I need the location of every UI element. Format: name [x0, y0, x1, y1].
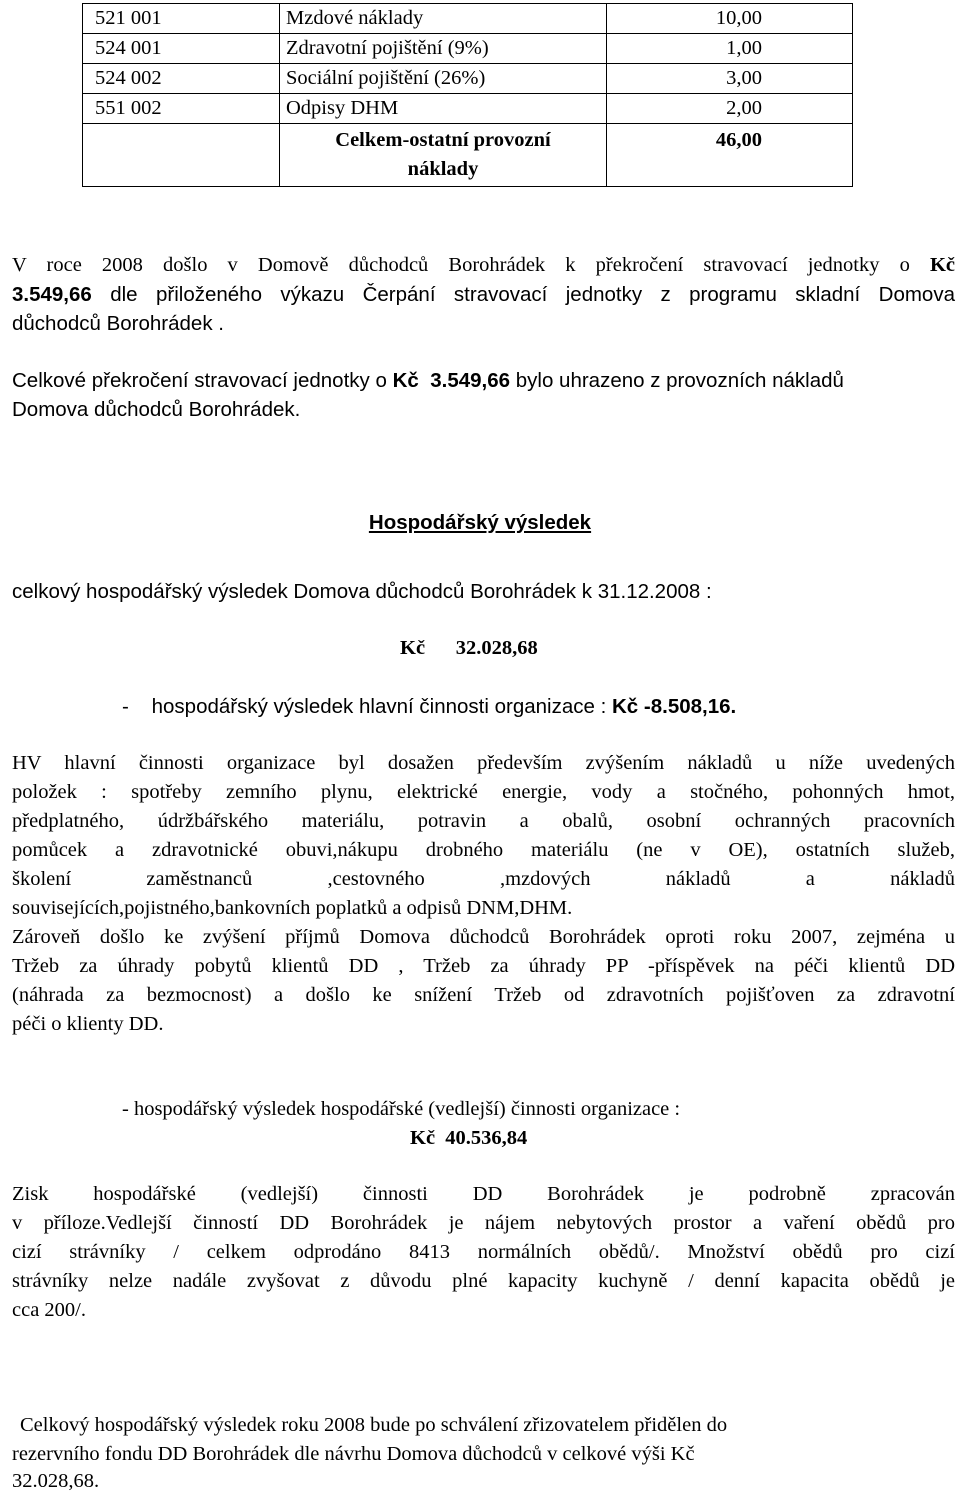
para5-line-1: Celkový hospodářský výsledek roku 2008 bude po schválení zřizovatelem přidělen do: [20, 1414, 728, 1436]
para1-line-2: 3.549,66 dle přiloženého výkazu Čerpání stravovací jednotky z programu skladní Domova: [12, 283, 955, 306]
para3-line-3: předplatného, údržbářského materiálu, potravin a obalů, osobní ochranných pracovních: [12, 810, 955, 832]
total-label: [280, 124, 607, 187]
para3-line-1: HV hlavní činnosti organizace byl dosažen především zvýšením nákladů u níže uvedených: [12, 752, 955, 774]
para4-line-1: Zisk hospodářské (vedlejší) činnosti DD Borohrádek je podrobně zpracován: [12, 1183, 955, 1205]
para4-line-2: v příloze.Vedlejší činností DD Borohrádek je nájem nebytových prostor a vaření obědů pro: [12, 1212, 955, 1234]
cost-value: 1,00: [607, 34, 853, 64]
para3-line-5: školení zaměstnanců ,cestovného ,mzdových nákladů a nákladů: [12, 868, 955, 890]
account-code: 524 001: [83, 34, 280, 64]
para5-line-3: 32.028,68.: [12, 1470, 100, 1492]
total-label-line-2: náklady: [407, 158, 479, 180]
para4-line-4: strávníky nelze nadále zvyšovat z důvodu plné kapacity kuchyně / denní kapacita obědů je: [12, 1270, 955, 1292]
account-code: 524 002: [83, 64, 280, 94]
total-result-line: celkový hospodářský výsledek Domova důchodců Borohrádek k 31.12.2008 :: [12, 580, 712, 603]
total-value: 46,00: [607, 124, 853, 187]
para4-line-3: cizí strávníky / celkem odprodáno 8413 normálních obědů/. Množství obědů pro cizí: [12, 1241, 955, 1263]
total-result-amount: Kč 32.028,68: [400, 637, 538, 659]
para3-line-4: pomůcek a zdravotnické obuvi,nákupu drobného materiálu (ne v OE), ostatních služeb,: [12, 839, 955, 861]
empty-cell: [83, 124, 280, 187]
total-row: [83, 124, 853, 187]
para2-line-2: Domova důchodců Borohrádek.: [12, 398, 301, 421]
para3-line-7: Zároveň došlo ke zvýšení příjmů Domova důchodců Borohrádek oproti roku 2007, zejména u: [12, 926, 955, 948]
cost-value: 10,00: [607, 4, 853, 34]
cost-table: [82, 3, 853, 187]
account-code: 521 001: [83, 4, 280, 34]
cost-name: Sociální pojištění (26%): [280, 64, 607, 94]
account-code: 551 002: [83, 94, 280, 124]
secondary-activity-amount: Kč 40.536,84: [410, 1127, 528, 1149]
section-heading: Hospodářský výsledek: [368, 511, 592, 534]
para3-line-8: Tržeb za úhrady pobytů klientů DD , Tržeb za úhrady PP -příspěvek na péči klientů DD: [12, 955, 955, 977]
cost-name: Mzdové náklady: [280, 4, 607, 34]
para3-line-6: souvisejících,pojistného,bankovních poplatků a odpisů DNM,DHM.: [12, 897, 573, 919]
para3-line-9: (náhrada za bezmocnost) a došlo ke snížení Tržeb od zdravotních pojišťoven za zdravotní: [12, 984, 955, 1006]
cost-name: Odpisy DHM: [280, 94, 607, 124]
para3-line-2: položek : spotřeby zemního plynu, elektrické energie, vody a stočného, pohonných hmot,: [12, 781, 955, 803]
cost-value: 3,00: [607, 64, 853, 94]
cost-value: 2,00: [607, 94, 853, 124]
total-label-line-1: Celkem-ostatní provozní: [335, 129, 551, 151]
para1-line-1: V roce 2008 došlo v Domově důchodců Borohrádek k překročení stravovací jednotky o Kč: [12, 254, 955, 276]
table-row: [83, 94, 853, 124]
para2-line-1: Celkové překročení stravovací jednotky o Kč 3.549,66 bylo uhrazeno z provozních nákladů: [12, 369, 844, 392]
main-activity-line: - hospodářský výsledek hlavní činnosti organizace : Kč -8.508,16.: [122, 695, 737, 718]
para4-line-5: cca 200/.: [12, 1299, 86, 1321]
table-row: [83, 4, 853, 34]
para3-line-10: péči o klienty DD.: [12, 1013, 164, 1035]
para5-line-2: rezervního fondu DD Borohrádek dle návrhu Domova důchodců v celkové výši Kč: [12, 1443, 695, 1465]
cost-name: Zdravotní pojištění (9%): [280, 34, 607, 64]
table-row: [83, 34, 853, 64]
secondary-activity-line: - hospodářský výsledek hospodářské (vedlejší) činnosti organizace :: [122, 1098, 681, 1120]
para1-line-3: důchodců Borohrádek .: [12, 312, 224, 335]
table-row: [83, 64, 853, 94]
